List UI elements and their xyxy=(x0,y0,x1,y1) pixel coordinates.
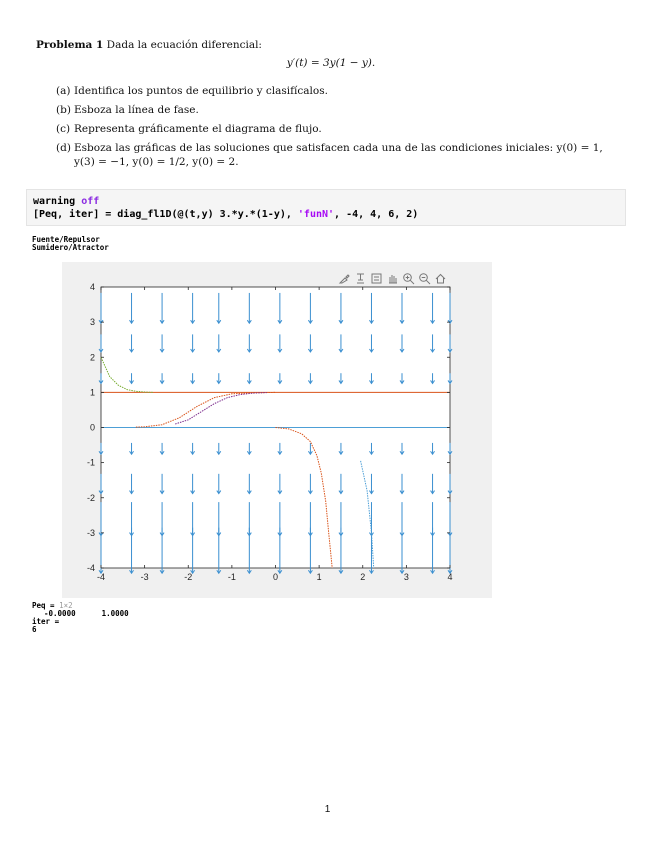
peq-value: 1.0000 xyxy=(101,609,129,618)
x-tick-label: 4 xyxy=(447,572,453,582)
y-tick-label: -4 xyxy=(86,563,95,573)
item-text: Representa gráficamente el diagrama de flujo. xyxy=(74,123,322,135)
x-tick-label: -2 xyxy=(184,572,193,582)
problem-item xyxy=(56,141,626,169)
x-tick-label: 3 xyxy=(403,572,409,582)
differential-equation: y′(t) = 3y(1 − y). xyxy=(286,57,376,69)
item-text: Esboza la línea de fase. xyxy=(74,104,199,116)
y-tick-label: -1 xyxy=(86,457,95,468)
problem-statement xyxy=(36,38,626,168)
y-tick-label: 0 xyxy=(89,422,95,433)
x-tick-label: 0 xyxy=(272,572,279,582)
problem-item xyxy=(56,122,626,136)
peq-label: Peq = xyxy=(32,601,55,610)
output-sink-label: Sumidero/Atractor xyxy=(32,243,109,252)
peq-value: -0.0000 xyxy=(44,609,76,618)
output-source-label: Fuente/Repulsor xyxy=(32,235,100,244)
y-tick-label: 2 xyxy=(89,352,95,363)
code-keyword-arg: off xyxy=(81,196,100,207)
flow-diagram-plot xyxy=(62,262,492,598)
problem-title: Problema 1 xyxy=(36,39,104,51)
code-cell[interactable] xyxy=(26,189,626,226)
code-call: [Peq, iter] = diag_fl1D(@(t,y) 3.*y.*(1-y), xyxy=(33,209,298,220)
item-text: Esboza las gráficas de las soluciones que satisfacen cada una de las condiciones iniciales: y(0) = 1, y(3) = −1, y(0) = 1/2, y(0) = 2. xyxy=(74,142,603,168)
item-label: (a) xyxy=(56,85,71,97)
figure-panel xyxy=(62,262,492,598)
x-tick-label: -1 xyxy=(227,572,236,582)
problem-items xyxy=(56,84,626,174)
item-label: (d) xyxy=(56,142,71,154)
code-line-2 xyxy=(33,208,619,221)
problem-heading xyxy=(36,38,626,52)
code-args: , -4, 4, 6, 2) xyxy=(334,209,419,220)
iter-value: 6 xyxy=(32,625,37,634)
output-labels xyxy=(32,236,109,252)
y-tick-label: 4 xyxy=(89,282,95,292)
y-tick-label: -3 xyxy=(86,527,95,538)
problem-intro: Dada la ecuación diferencial: xyxy=(106,39,262,51)
peq-size: 1×2 xyxy=(59,601,73,610)
code-keyword: warning xyxy=(33,196,76,207)
y-tick-label: -2 xyxy=(86,492,95,503)
y-tick-label: 1 xyxy=(89,387,95,398)
x-tick-label: -4 xyxy=(96,572,106,582)
item-label: (c) xyxy=(56,123,71,135)
item-text: Identifica los puntos de equilibrio y clasifícalos. xyxy=(74,85,328,97)
page-number: 1 xyxy=(324,804,331,815)
problem-item xyxy=(56,84,626,98)
y-tick-label: 3 xyxy=(89,317,95,328)
iter-label: iter = xyxy=(32,617,60,626)
problem-item xyxy=(56,103,626,117)
x-tick-label: 1 xyxy=(316,572,322,582)
code-string: 'funN' xyxy=(297,209,335,220)
code-line-1 xyxy=(33,195,619,208)
x-tick-label: 2 xyxy=(360,572,366,582)
output-results xyxy=(32,602,129,634)
item-label: (b) xyxy=(56,104,71,116)
x-tick-label: -3 xyxy=(140,572,149,582)
